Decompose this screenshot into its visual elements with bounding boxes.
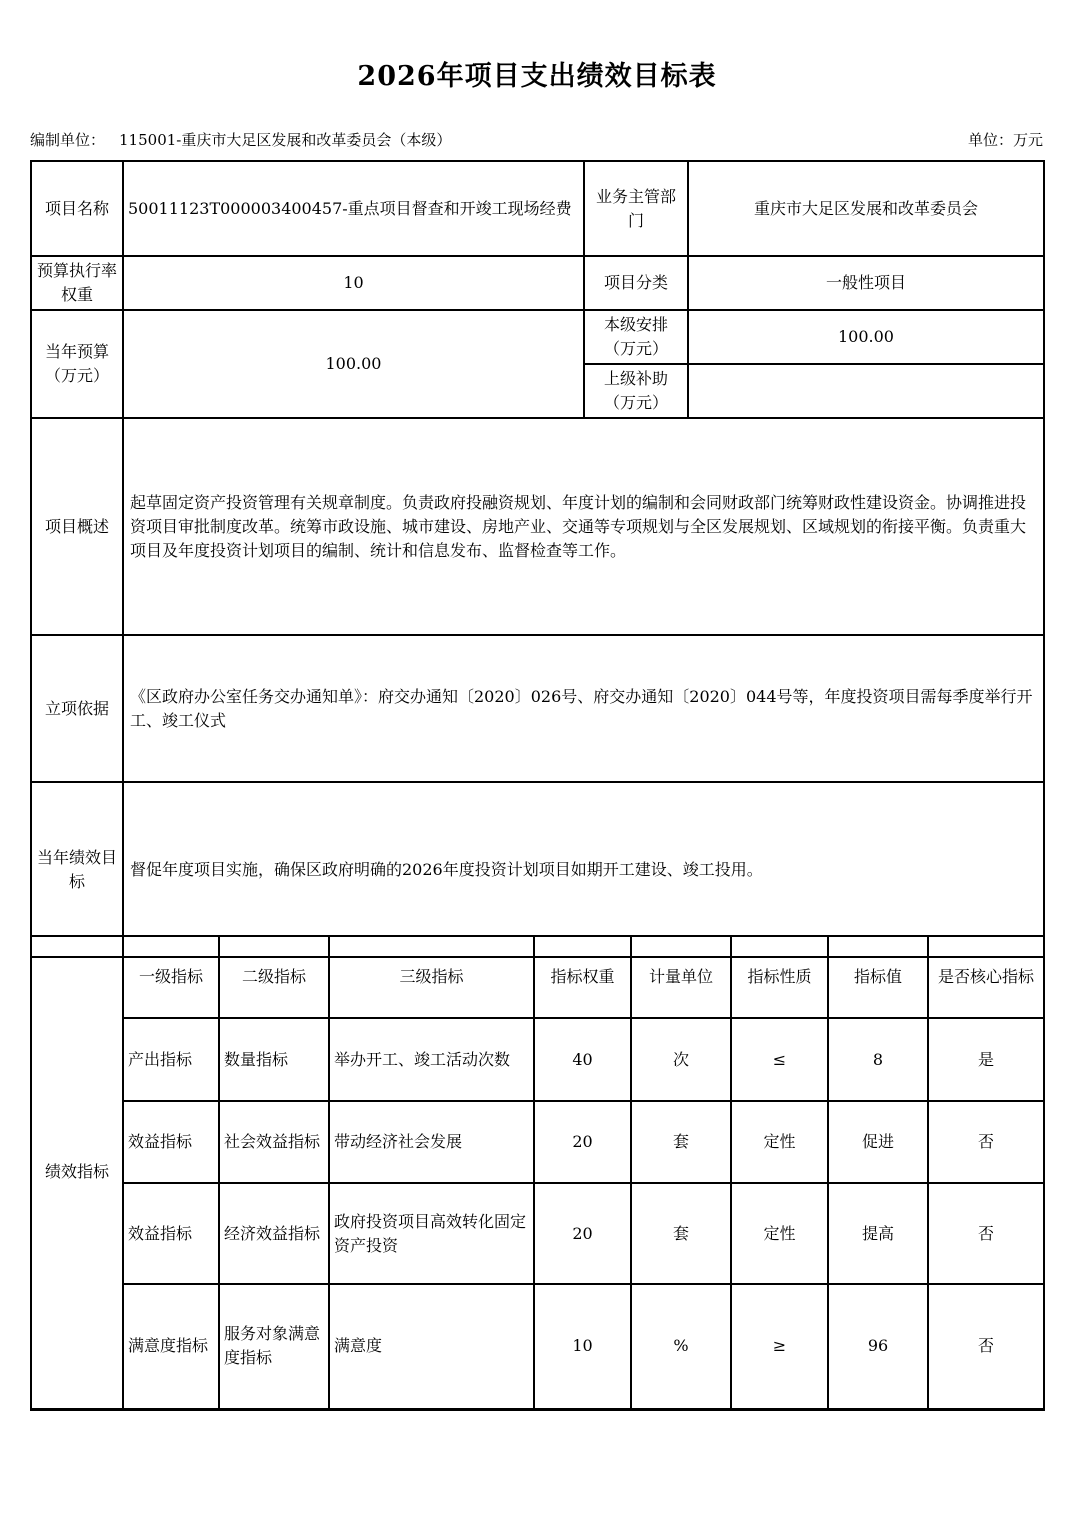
exec-rate-label: 预算执行率权重 bbox=[31, 256, 123, 310]
header-unit: 计量单位 bbox=[631, 936, 731, 1018]
indicator-cell-value: 提高 bbox=[828, 1183, 928, 1284]
indicator-row bbox=[31, 1284, 1044, 1409]
header-level2: 二级指标 bbox=[219, 936, 329, 1018]
overview-text: 起草固定资产投资管理有关规章制度。负责政府投融资规划、年度计划的编制和会同财政部门统筹财政性建设资金。协调推进投资项目审批制度改革。统筹市政设施、城市建设、房地产业、交通等专项规划与全区发展规划、区域规划的衔接平衡。负责重大项目及年度投资计划项目的编制、统计和信息发布、监督检查等工作。 bbox=[123, 418, 1044, 635]
subsidy-label: 上级补助（万元） bbox=[584, 364, 688, 418]
indicator-row bbox=[31, 1018, 1044, 1101]
indicator-cell-weight: 10 bbox=[534, 1284, 631, 1409]
unit-note: 单位：万元 bbox=[967, 131, 1043, 149]
indicator-cell-level2: 服务对象满意度指标 bbox=[219, 1284, 329, 1409]
header-core: 是否核心指标 bbox=[928, 936, 1044, 1018]
indicator-cell-level3: 满意度 bbox=[329, 1284, 534, 1409]
indicator-cell-unit: 次 bbox=[631, 1018, 731, 1101]
indicator-cell-level1: 产出指标 bbox=[123, 1018, 219, 1101]
header-level3: 三级指标 bbox=[329, 936, 534, 1018]
dept-label: 业务主管部门 bbox=[584, 161, 688, 256]
indicator-cell-value: 8 bbox=[828, 1018, 928, 1101]
overview-label: 项目概述 bbox=[31, 418, 123, 635]
indicator-cell-weight: 20 bbox=[534, 1183, 631, 1284]
budget-value: 100.00 bbox=[123, 310, 584, 418]
indicator-cell-nature: 定性 bbox=[731, 1101, 828, 1183]
basis-text: 《区政府办公室任务交办通知单》：府交办通知〔2020〕026号、府交办通知〔2020〕044号等，年度投资项目需每季度举行开工、竣工仪式 bbox=[123, 635, 1044, 782]
indicator-cell-weight: 20 bbox=[534, 1101, 631, 1183]
indicator-cell-level3: 政府投资项目高效转化固定资产投资 bbox=[329, 1183, 534, 1284]
indicator-cell-unit: 套 bbox=[631, 1101, 731, 1183]
prepared-by bbox=[30, 129, 451, 150]
indicator-cell-core: 否 bbox=[928, 1101, 1044, 1183]
indicator-cell-value: 促进 bbox=[828, 1101, 928, 1183]
header-nature: 指标性质 bbox=[731, 936, 828, 1018]
indicator-cell-nature: ≥ bbox=[731, 1284, 828, 1409]
target-text: 督促年度项目实施，确保区政府明确的2026年度投资计划项目如期开工建设、竣工投用。 bbox=[123, 782, 1044, 957]
indicator-cell-weight: 40 bbox=[534, 1018, 631, 1101]
indicator-cell-level1: 效益指标 bbox=[123, 1183, 219, 1284]
indicator-cell-level3: 举办开工、竣工活动次数 bbox=[329, 1018, 534, 1101]
indicator-cell-value: 96 bbox=[828, 1284, 928, 1409]
indicator-cell-level2: 数量指标 bbox=[219, 1018, 329, 1101]
local-budget-value: 100.00 bbox=[688, 310, 1044, 364]
project-name-label: 项目名称 bbox=[31, 161, 123, 256]
indicator-cell-nature: 定性 bbox=[731, 1183, 828, 1284]
basis-label: 立项依据 bbox=[31, 635, 123, 782]
category-label: 项目分类 bbox=[584, 256, 688, 310]
indicator-row bbox=[31, 1101, 1044, 1183]
indicator-cell-core: 是 bbox=[928, 1018, 1044, 1101]
indicator-cell-level2: 社会效益指标 bbox=[219, 1101, 329, 1183]
indicator-cell-unit: % bbox=[631, 1284, 731, 1409]
indicator-cell-core: 否 bbox=[928, 1284, 1044, 1409]
prepared-by-value: 115001-重庆市大足区发展和改革委员会（本级） bbox=[119, 131, 452, 149]
budget-label: 当年预算（万元） bbox=[31, 310, 123, 418]
target-label: 当年绩效目标 bbox=[31, 782, 123, 957]
header-weight: 指标权重 bbox=[534, 936, 631, 1018]
indicator-cell-core: 否 bbox=[928, 1183, 1044, 1284]
indicator-cell-nature: ≤ bbox=[731, 1018, 828, 1101]
project-info-table bbox=[30, 160, 1045, 958]
meta-row bbox=[30, 129, 1043, 150]
indicator-cell-level3: 带动经济社会发展 bbox=[329, 1101, 534, 1183]
indicator-cell-unit: 套 bbox=[631, 1183, 731, 1284]
header-level1: 一级指标 bbox=[123, 936, 219, 1018]
indicator-cell-level1: 效益指标 bbox=[123, 1101, 219, 1183]
indicator-cell-level2: 经济效益指标 bbox=[219, 1183, 329, 1284]
subsidy-value bbox=[688, 364, 1044, 418]
indicator-section-label: 绩效指标 bbox=[31, 936, 123, 1409]
indicator-table bbox=[30, 935, 1045, 1411]
exec-rate-value: 10 bbox=[123, 256, 584, 310]
header-value: 指标值 bbox=[828, 936, 928, 1018]
indicator-header-row bbox=[31, 936, 1044, 1018]
prepared-by-label: 编制单位： bbox=[30, 131, 106, 149]
project-name-value: 50011123T000003400457-重点项目督查和开竣工现场经费 bbox=[123, 161, 584, 256]
category-value: 一般性项目 bbox=[688, 256, 1044, 310]
dept-value: 重庆市大足区发展和改革委员会 bbox=[688, 161, 1044, 256]
indicator-cell-level1: 满意度指标 bbox=[123, 1284, 219, 1409]
indicator-row bbox=[31, 1183, 1044, 1284]
local-budget-label: 本级安排（万元） bbox=[584, 310, 688, 364]
page-title: 2026年项目支出绩效目标表 bbox=[357, 61, 717, 92]
